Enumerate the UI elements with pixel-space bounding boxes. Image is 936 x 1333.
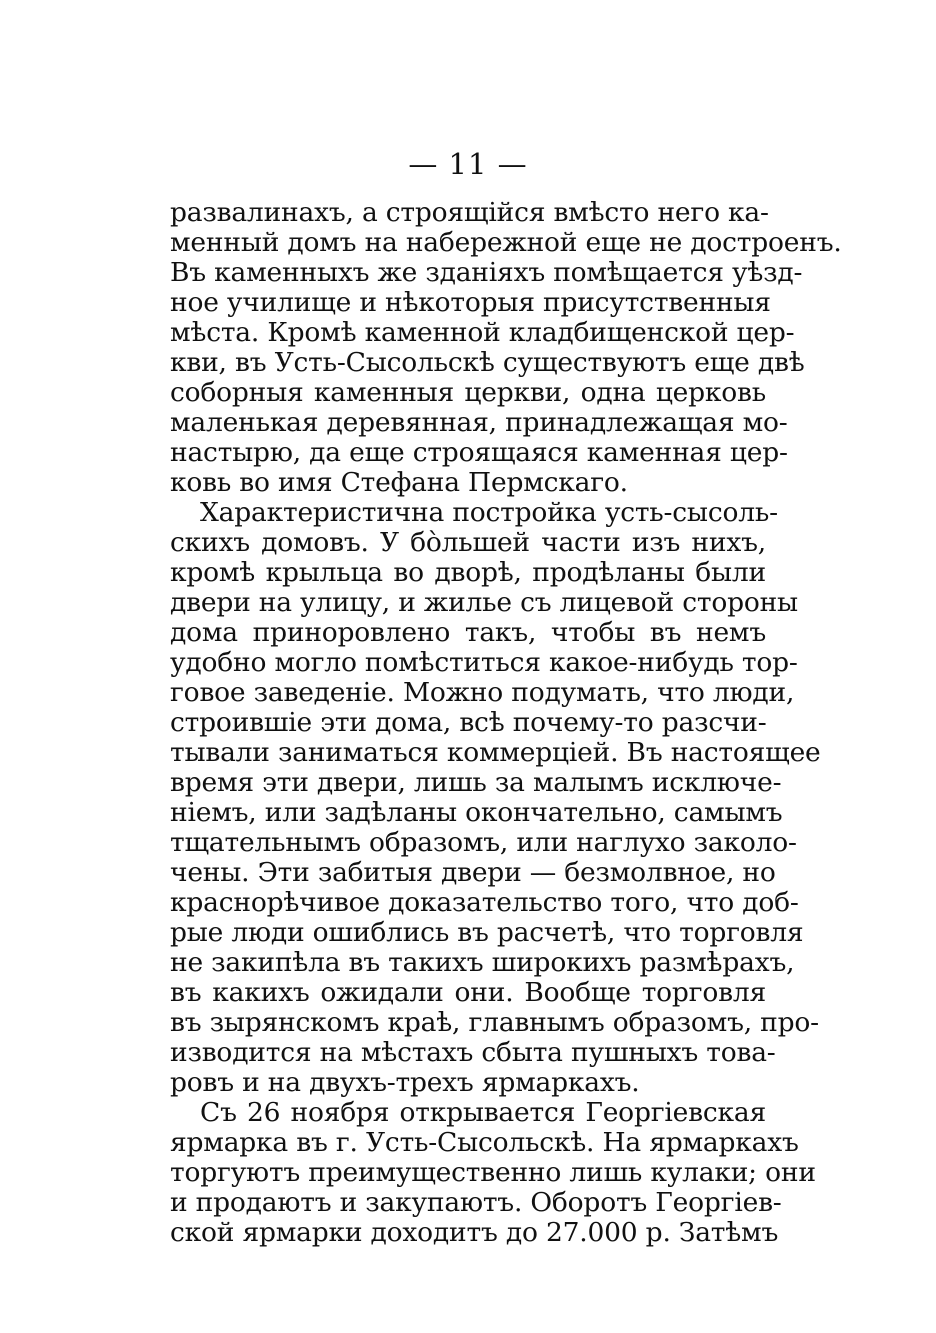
text-line: дома приноровлено такъ, чтобы въ немъ (170, 617, 766, 648)
text-line: и продаютъ и закупаютъ. Оборотъ Георгіев- (170, 1187, 782, 1218)
text-line: ніемъ, или задѣланы окончательно, самымъ (170, 797, 783, 828)
text-line: ярмарка въ г. Усть-Сысольскѣ. На ярмаркахъ (170, 1127, 799, 1158)
paragraph-3 (170, 1097, 816, 1248)
text-line: кви, въ Усть-Сысольскѣ существуютъ еще двѣ (170, 347, 805, 378)
text-line: краснорѣчивое доказательство того, что доб- (170, 887, 799, 918)
text-line: Съ 26 ноября открывается Георгіевская (200, 1097, 766, 1128)
text-line: маленькая деревянная, принадлежащая мо- (170, 407, 788, 438)
text-line: время эти двери, лишь за малымъ исключе- (170, 767, 782, 798)
text-line: изводится на мѣстахъ сбыта пушныхъ това- (170, 1037, 776, 1068)
text-line: кромѣ крыльца во дворѣ, продѣланы были (170, 557, 766, 588)
text-line: ковь во имя Стефана Пермскаго. (170, 467, 628, 498)
text-line: скихъ домовъ. У бо̀льшей части изъ нихъ, (170, 527, 766, 558)
text-line: тщательнымъ образомъ, или наглухо заколо- (170, 827, 797, 858)
text-line: торгуютъ преимущественно лишь кулаки; они (170, 1157, 816, 1188)
text-line: мѣста. Кромѣ каменной кладбищенской цер- (170, 317, 795, 348)
text-line: рые люди ошиблись въ расчетѣ, что торговля (170, 917, 804, 948)
text-line: настырю, да еще строящаяся каменная цер- (170, 437, 788, 468)
body-text (170, 197, 842, 1248)
text-line: ное училище и нѣкоторыя присутственныя (170, 287, 771, 318)
text-line: менный домъ на набережной еще не достроенъ. (170, 227, 842, 258)
paragraph-2 (170, 497, 821, 1098)
text-line: ской ярмарки доходитъ до 27.000 р. Затѣмъ (170, 1217, 779, 1248)
text-line: говое заведеніе. Можно подумать, что люди, (170, 677, 795, 708)
paragraph-1 (170, 197, 842, 498)
text-line: развалинахъ, а строящійся вмѣсто него ка- (170, 197, 769, 228)
page-number: — 11 — (408, 147, 528, 181)
text-line: удобно могло помѣститься какое-нибудь тор- (170, 647, 798, 678)
text-line: строившіе эти дома, всѣ почему-то разсчи- (170, 707, 767, 738)
text-line: двери на улицу, и жилье съ лицевой стороны (170, 587, 798, 618)
text-line: тывали заниматься коммерціей. Въ настоящее (170, 737, 821, 768)
text-line: Въ каменныхъ же зданіяхъ помѣщается уѣзд- (170, 257, 803, 288)
text-line: Характеристична постройка усть-сысоль- (200, 497, 778, 528)
text-line: ровъ и на двухъ-трехъ ярмаркахъ. (170, 1067, 640, 1098)
text-line: чены. Эти забитыя двери — безмолвное, но (170, 857, 776, 888)
text-line: въ какихъ ожидали они. Вообще торговля (170, 977, 766, 1008)
text-line: не закипѣла въ такихъ широкихъ размѣрахъ, (170, 947, 795, 978)
text-line: соборныя каменныя церкви, одна церковь (170, 377, 766, 408)
text-line: въ зырянскомъ краѣ, главнымъ образомъ, про- (170, 1007, 819, 1038)
